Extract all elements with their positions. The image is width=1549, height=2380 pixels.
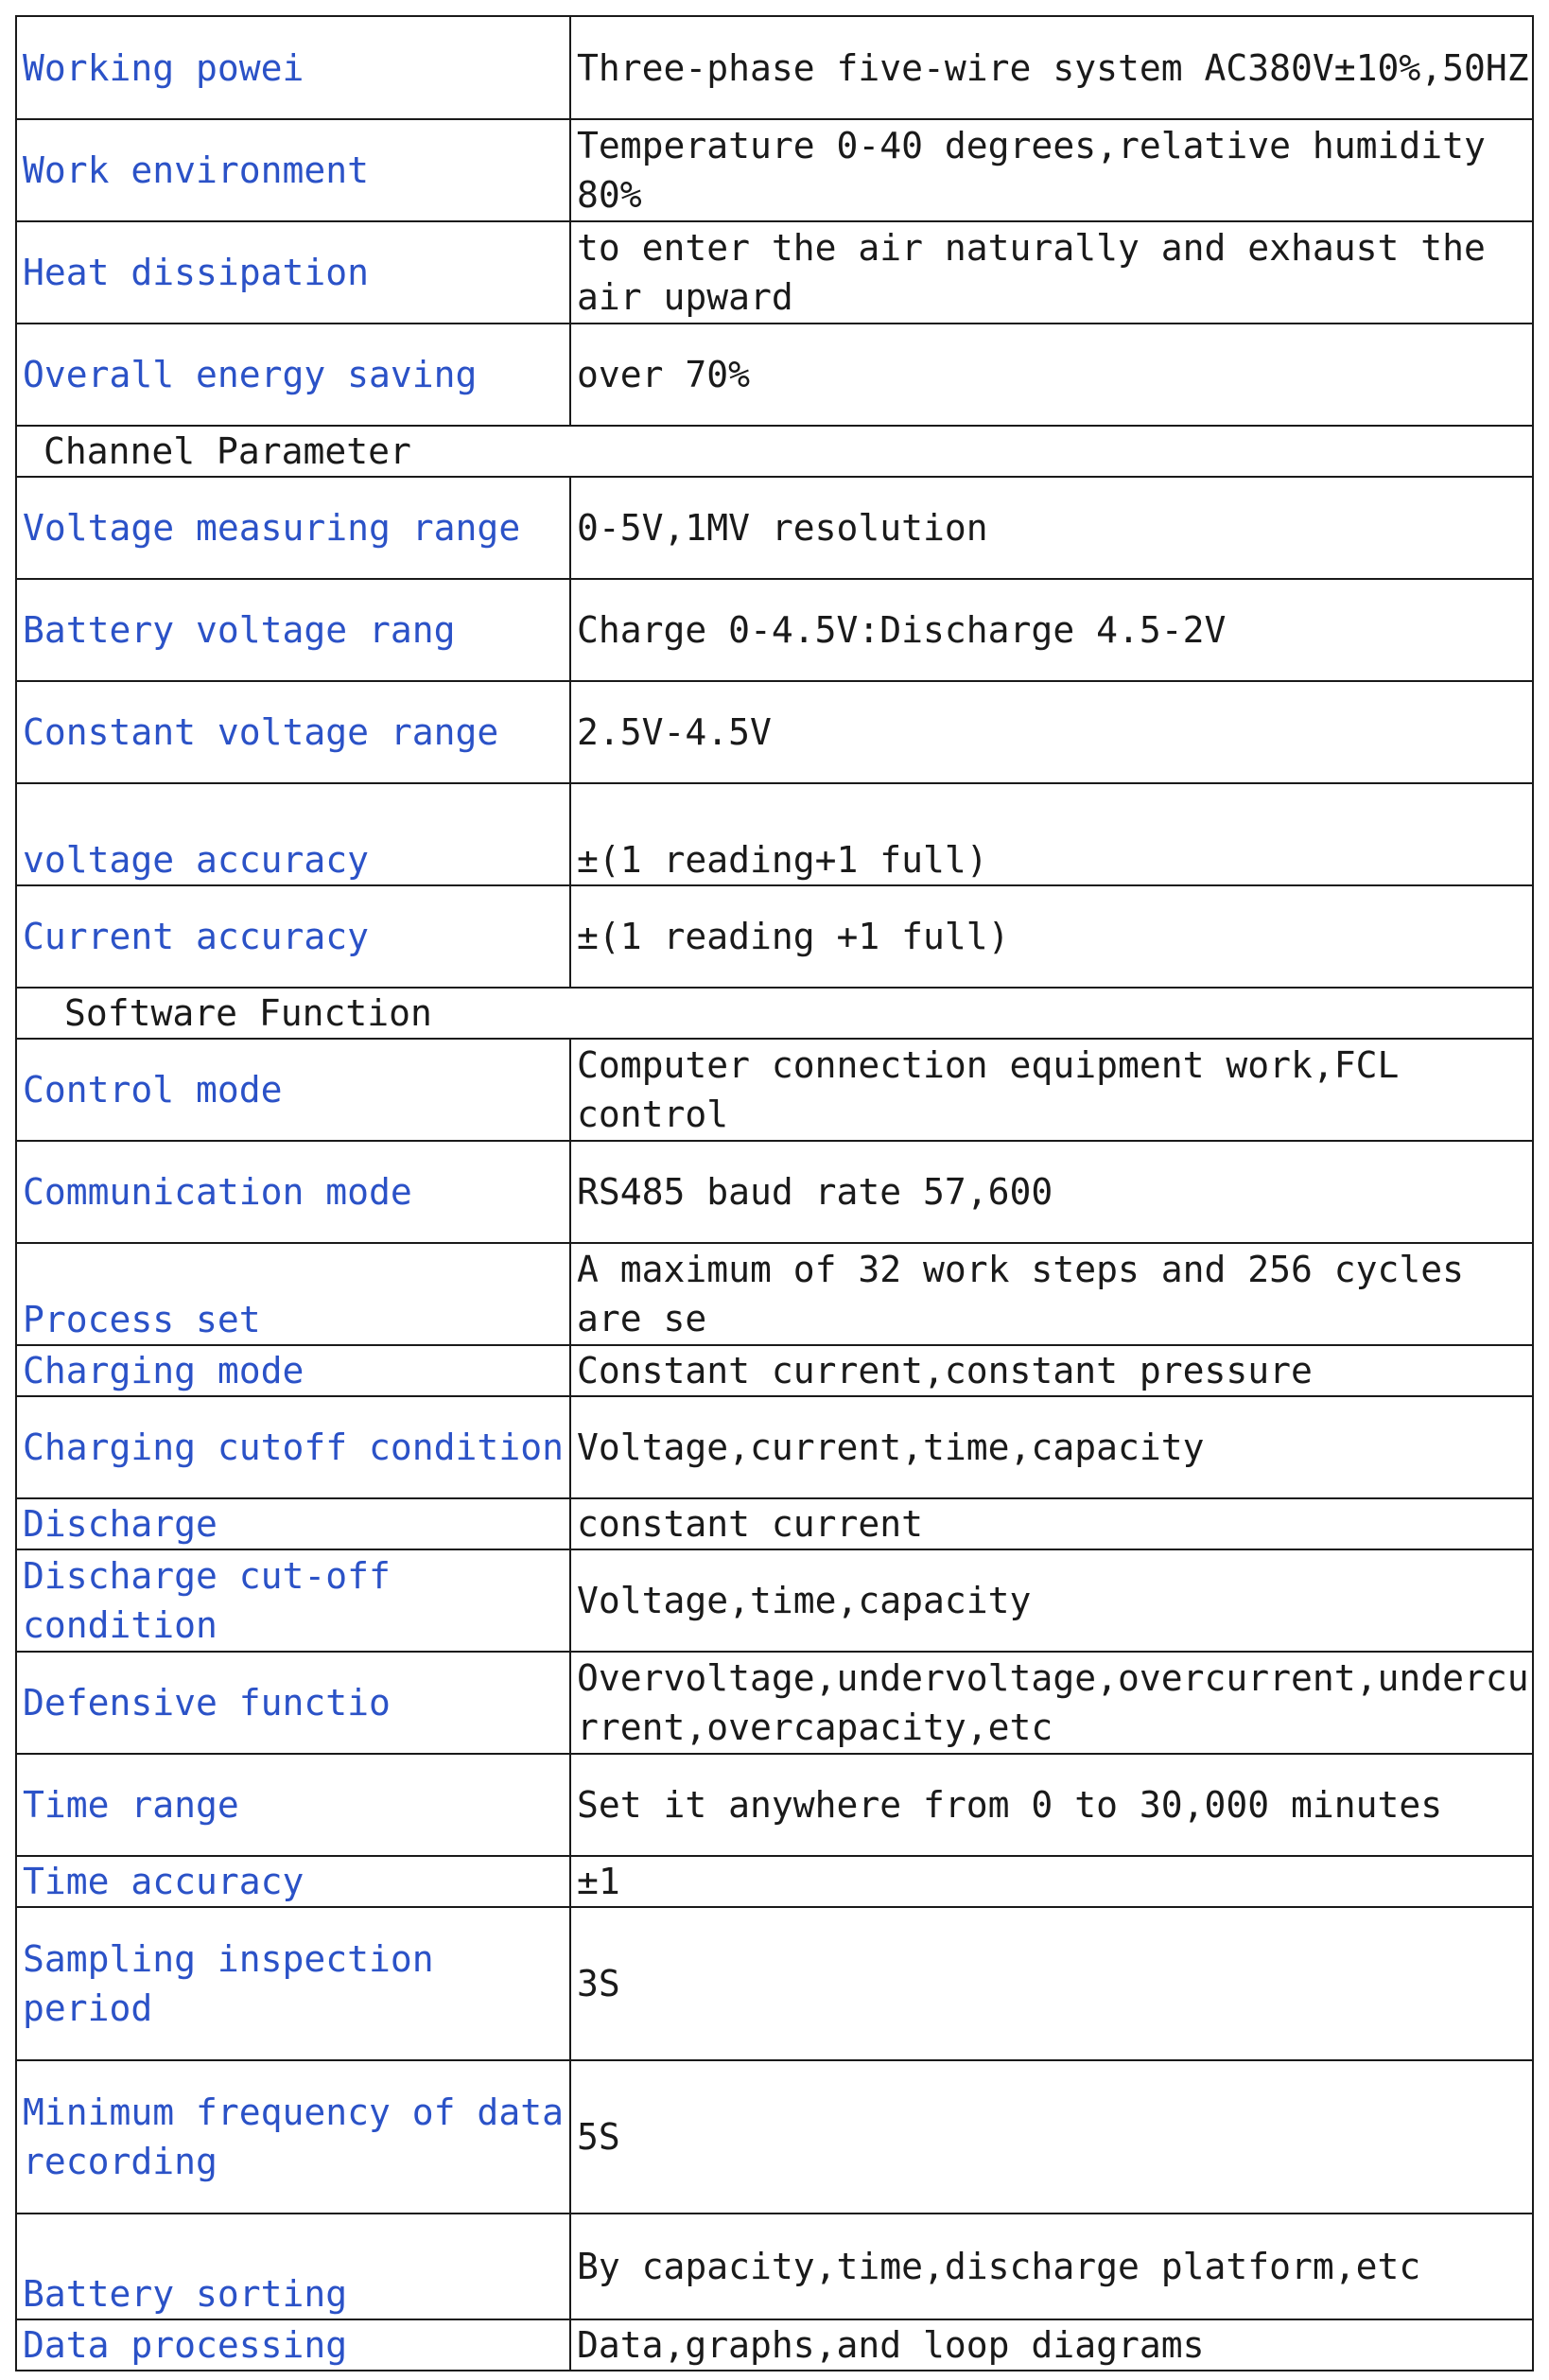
row-label: Minimum frequency of data recording xyxy=(16,2060,570,2214)
table-row xyxy=(16,1396,1533,1498)
table-row xyxy=(16,783,1533,885)
row-value: 3S xyxy=(570,1907,1533,2060)
row-value: RS485 baud rate 57,600 xyxy=(570,1141,1533,1243)
section-header xyxy=(16,988,1533,1039)
table-row xyxy=(16,477,1533,579)
table-row xyxy=(16,885,1533,988)
row-value: Set it anywhere from 0 to 30,000 minutes xyxy=(570,1754,1533,1856)
row-value: 0-5V,1MV resolution xyxy=(570,477,1533,579)
row-label: Time accuracy xyxy=(16,1856,570,1907)
row-value: over 70% xyxy=(570,324,1533,426)
row-label: Data processing xyxy=(16,2319,570,2371)
row-value: ±(1 reading+1 full) xyxy=(570,783,1533,885)
table-row xyxy=(16,1039,1533,1141)
row-value: 5S xyxy=(570,2060,1533,2214)
table-row xyxy=(16,1345,1533,1396)
section-title: Software Function xyxy=(16,988,1533,1039)
row-value: Constant current,constant pressure xyxy=(570,1345,1533,1396)
table-row xyxy=(16,681,1533,783)
row-label: Overall energy saving xyxy=(16,324,570,426)
table-row xyxy=(16,1243,1533,1345)
table-row xyxy=(16,119,1533,221)
row-label: Communication mode xyxy=(16,1141,570,1243)
row-label: Constant voltage range xyxy=(16,681,570,783)
table-row xyxy=(16,2319,1533,2371)
table-row xyxy=(16,16,1533,119)
row-label: Battery sorting xyxy=(16,2214,570,2319)
row-label: Control mode xyxy=(16,1039,570,1141)
table-row xyxy=(16,1652,1533,1754)
row-value: constant current xyxy=(570,1498,1533,1549)
row-label: Discharge xyxy=(16,1498,570,1549)
row-label: Sampling inspection period xyxy=(16,1907,570,2060)
table-row xyxy=(16,579,1533,681)
row-value: to enter the air naturally and exhaust the air upward xyxy=(570,221,1533,324)
row-label: Heat dissipation xyxy=(16,221,570,324)
row-label: voltage accuracy xyxy=(16,783,570,885)
table-row xyxy=(16,1498,1533,1549)
row-label: Current accuracy xyxy=(16,885,570,988)
table-row xyxy=(16,324,1533,426)
row-label: Discharge cut-off condition xyxy=(16,1549,570,1652)
row-value: By capacity,time,discharge platform,etc xyxy=(570,2214,1533,2319)
row-label: Work environment xyxy=(16,119,570,221)
row-value: Computer connection equipment work,FCL control xyxy=(570,1039,1533,1141)
row-value: Overvoltage,undervoltage,overcurrent,undercurrent,overcapacity,etc xyxy=(570,1652,1533,1754)
row-value: Voltage,current,time,capacity xyxy=(570,1396,1533,1498)
spec-table xyxy=(15,15,1534,2371)
row-value: Temperature 0-40 degrees,relative humidity 80% xyxy=(570,119,1533,221)
row-value: Three-phase five-wire system AC380V±10%,50HZ xyxy=(570,16,1533,119)
row-label: Battery voltage rang xyxy=(16,579,570,681)
row-label: Process set xyxy=(16,1243,570,1345)
table-row xyxy=(16,2214,1533,2319)
row-label: Working powei xyxy=(16,16,570,119)
row-label: Voltage measuring range xyxy=(16,477,570,579)
row-label: Time range xyxy=(16,1754,570,1856)
row-value: Charge 0-4.5V:Discharge 4.5-2V xyxy=(570,579,1533,681)
row-value: ±(1 reading +1 full) xyxy=(570,885,1533,988)
row-value: A maximum of 32 work steps and 256 cycles are se xyxy=(570,1243,1533,1345)
row-value: 2.5V-4.5V xyxy=(570,681,1533,783)
row-value: Voltage,time,capacity xyxy=(570,1549,1533,1652)
table-row xyxy=(16,2060,1533,2214)
row-label: Charging mode xyxy=(16,1345,570,1396)
table-row xyxy=(16,1754,1533,1856)
section-header xyxy=(16,426,1533,477)
table-row xyxy=(16,1549,1533,1652)
table-row xyxy=(16,1907,1533,2060)
row-label: Defensive functio xyxy=(16,1652,570,1754)
section-title: Channel Parameter xyxy=(16,426,1533,477)
table-row xyxy=(16,221,1533,324)
table-row xyxy=(16,1856,1533,1907)
row-value: Data,graphs,and loop diagrams xyxy=(570,2319,1533,2371)
row-label: Charging cutoff condition xyxy=(16,1396,570,1498)
row-value: ±1 xyxy=(570,1856,1533,1907)
table-row xyxy=(16,1141,1533,1243)
